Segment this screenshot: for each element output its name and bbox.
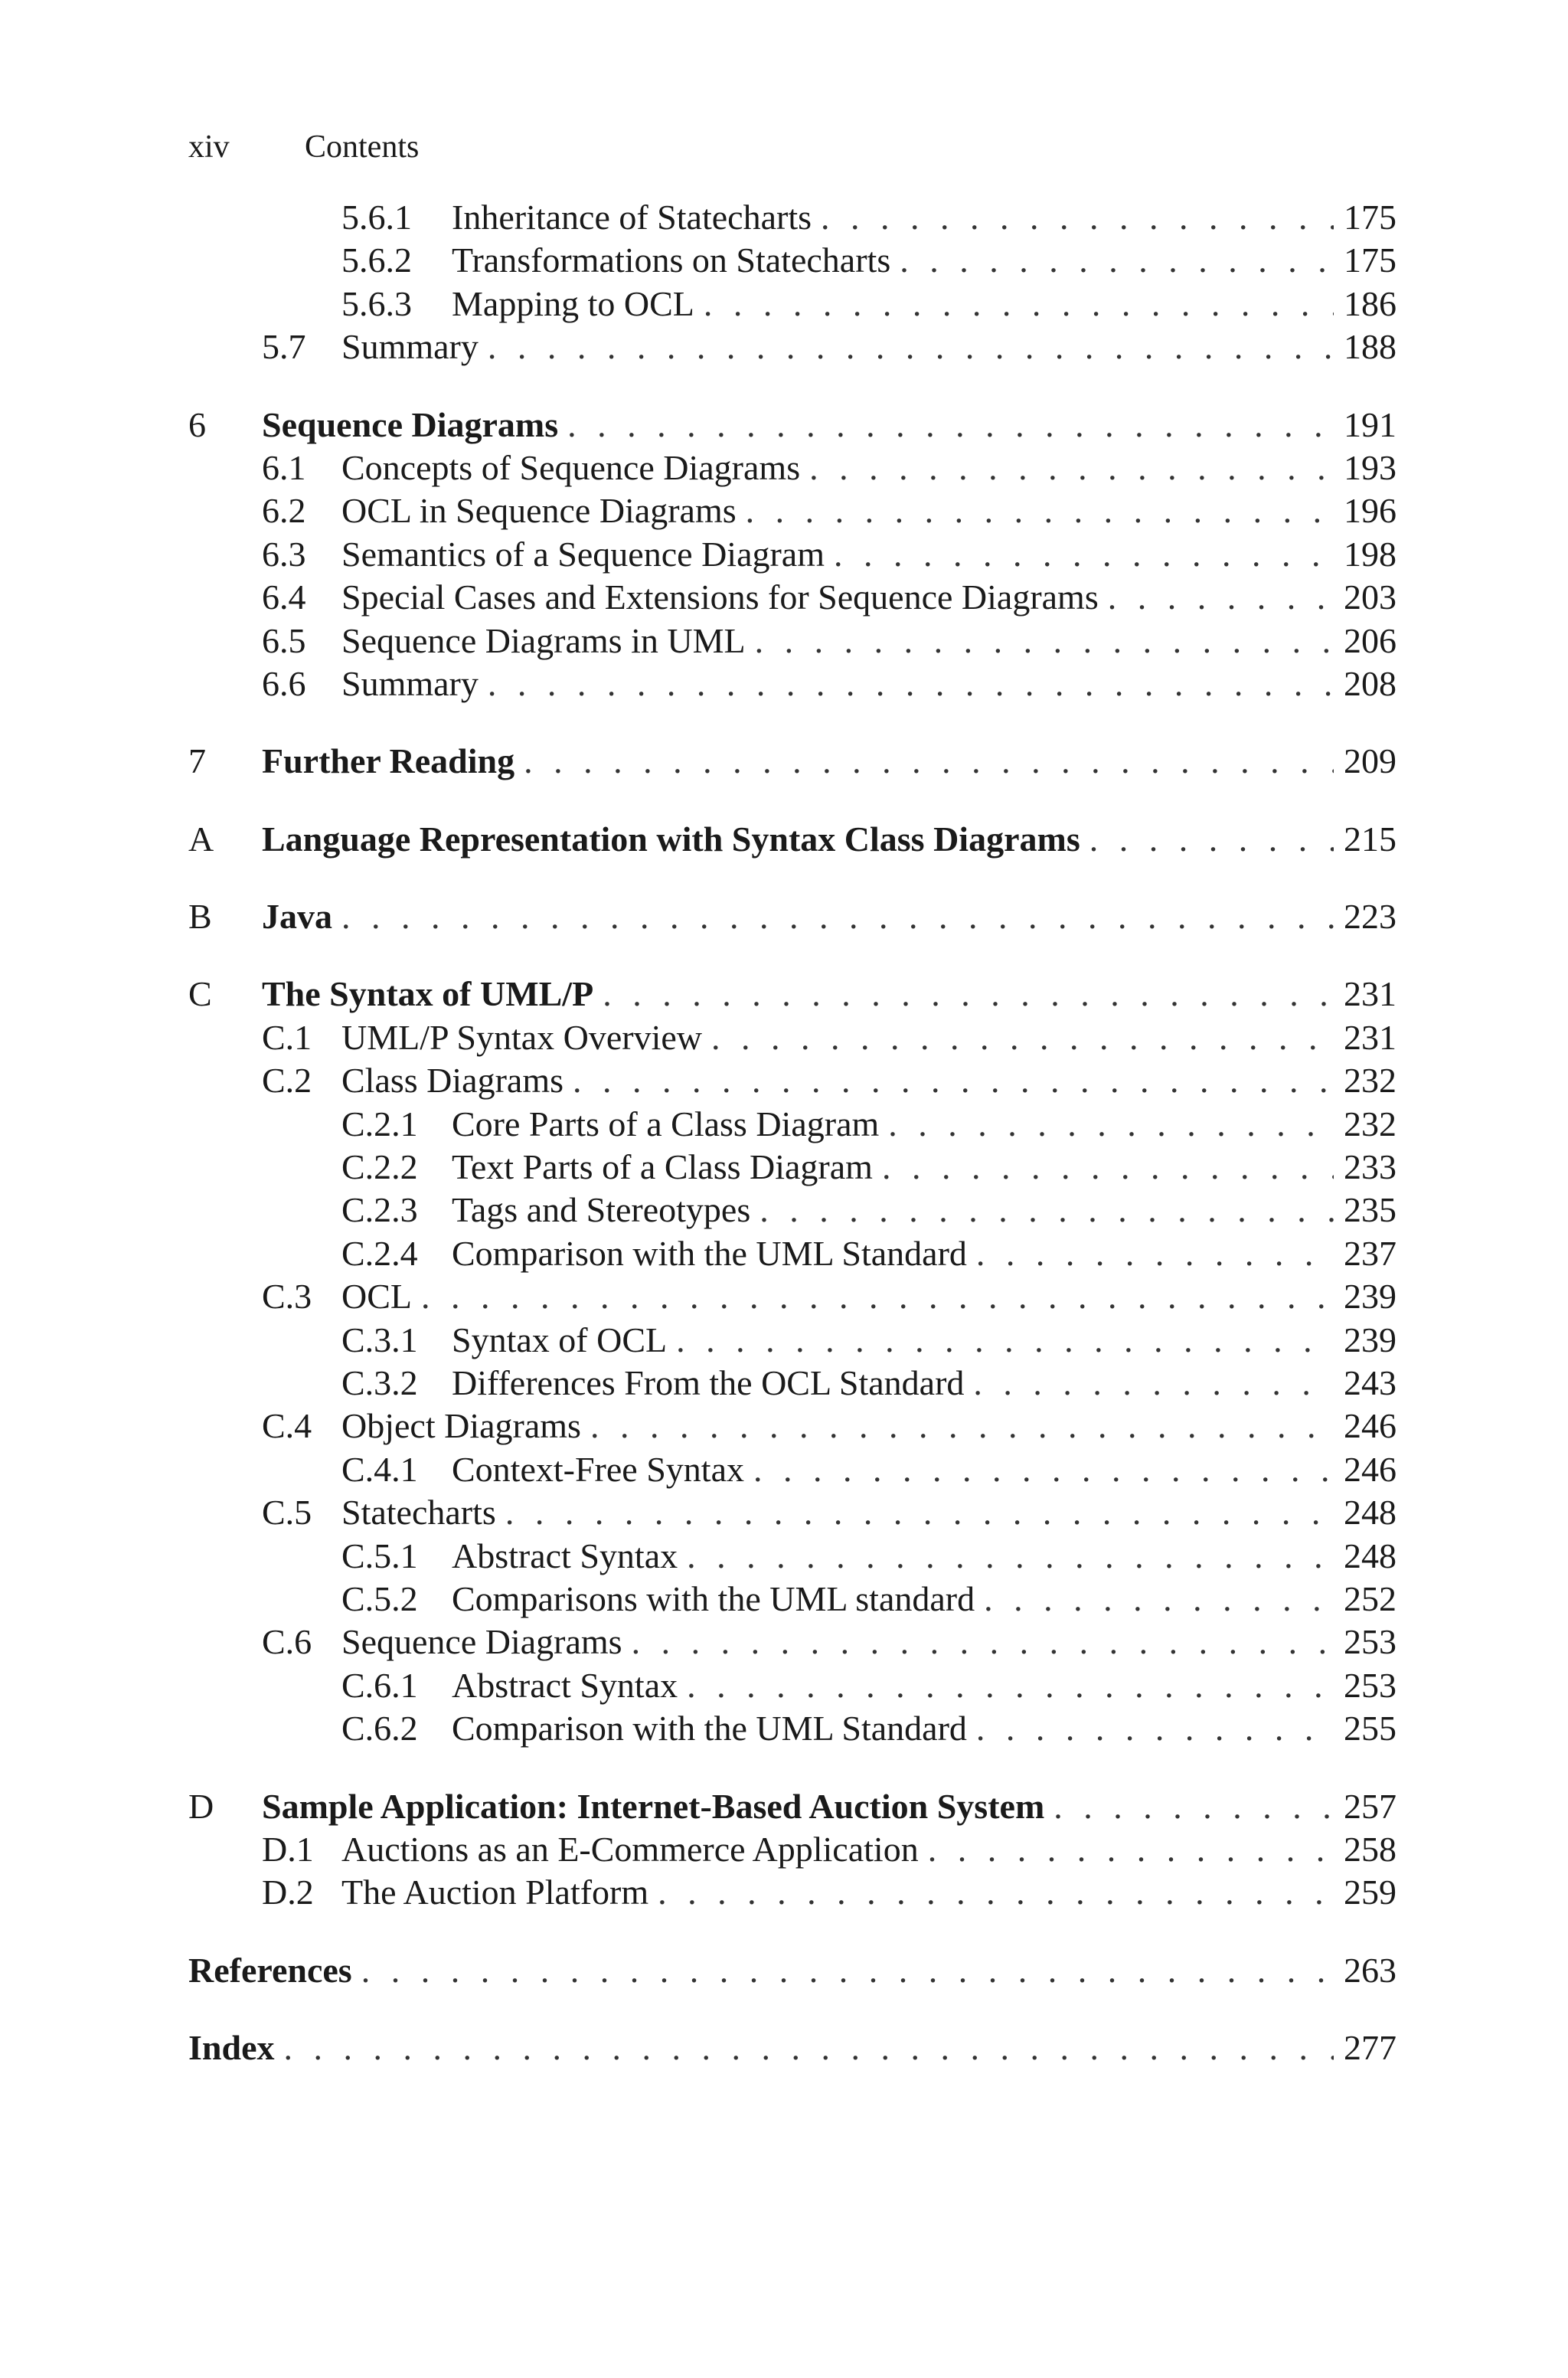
toc-entry-page: 208 (1344, 663, 1396, 703)
toc-entry (188, 1535, 1396, 1578)
toc-entry-page: 175 (1344, 198, 1396, 237)
toc-entry-number: C.2 (262, 1061, 312, 1101)
toc-entry (188, 1578, 1396, 1621)
toc-entry-page: 257 (1344, 1786, 1396, 1826)
header-page-number: xiv (188, 129, 230, 165)
dot-leader (658, 1871, 1334, 1914)
toc-entry (188, 1949, 1396, 1992)
toc-entry-number: C.4 (262, 1406, 312, 1446)
toc-entry-number: C.3.2 (341, 1362, 418, 1402)
toc-entry (188, 662, 1396, 705)
toc-entry-title: The Syntax of UML/P (262, 974, 594, 1014)
toc-entry-number: 5.6.3 (341, 283, 412, 323)
dot-leader (573, 1059, 1334, 1102)
toc-entry (188, 1664, 1396, 1707)
toc-entry-page: 223 (1344, 897, 1396, 937)
toc-entry (188, 1405, 1396, 1447)
toc-entry (188, 1232, 1396, 1275)
dot-leader (361, 1949, 1334, 1992)
toc-entry-title: Language Representation with Syntax Class Diagrams (262, 819, 1080, 859)
toc-entry-title: Differences From the OCL Standard (452, 1362, 965, 1402)
toc-entry-page: 231 (1344, 1017, 1396, 1057)
dot-leader (505, 1491, 1334, 1534)
toc-entry-title: Semantics of a Sequence Diagram (341, 534, 825, 574)
toc-entry-number: 7 (188, 741, 206, 781)
dot-leader (1054, 1785, 1334, 1828)
dot-leader (632, 1621, 1334, 1663)
dot-leader (984, 1578, 1334, 1621)
toc-entry-page: 259 (1344, 1873, 1396, 1912)
toc-entry-number: 6.2 (262, 491, 306, 531)
toc-entry (188, 818, 1396, 861)
toc-entry (188, 1828, 1396, 1871)
toc-entry-page: 188 (1344, 327, 1396, 367)
toc-entry-number: 6.3 (262, 534, 306, 574)
toc-entry-page: 206 (1344, 620, 1396, 660)
toc-entry (188, 1362, 1396, 1405)
toc-entry (188, 1707, 1396, 1750)
toc-entry-title: Concepts of Sequence Diagrams (341, 447, 801, 487)
toc-entry-number: D.2 (262, 1873, 314, 1912)
toc-entry-title: Java (262, 897, 332, 937)
toc-entry-title: References (188, 1950, 352, 1990)
dot-leader (567, 404, 1334, 446)
toc-entry (188, 1319, 1396, 1362)
toc-entry (188, 489, 1396, 532)
toc-entry-title: Abstract Syntax (452, 1665, 678, 1705)
toc-entry-title: Index (188, 2028, 275, 2068)
toc-entry-number: C.2.2 (341, 1147, 418, 1187)
toc-entry-title: Sample Application: Internet-Based Auction System (262, 1786, 1045, 1826)
dot-leader (976, 1707, 1334, 1750)
toc-entry-number: 6.1 (262, 447, 306, 487)
toc-entry (188, 1621, 1396, 1663)
dot-leader (488, 325, 1334, 368)
dot-leader (711, 1016, 1334, 1059)
toc-entry-title: UML/P Syntax Overview (341, 1017, 703, 1057)
toc-entry (188, 620, 1396, 662)
toc-entry-number: C.6.1 (341, 1665, 418, 1705)
toc-entry-page: 198 (1344, 534, 1396, 574)
dot-leader (900, 239, 1334, 282)
toc-entry-page: 196 (1344, 491, 1396, 531)
table-of-contents (188, 196, 1396, 2069)
toc-entry-title: Core Parts of a Class Diagram (452, 1104, 880, 1143)
toc-entry-title: Mapping to OCL (452, 283, 694, 323)
dot-leader (421, 1275, 1334, 1318)
toc-entry-title: Context-Free Syntax (452, 1449, 744, 1489)
toc-entry-page: 239 (1344, 1320, 1396, 1359)
toc-entry-page: 193 (1344, 447, 1396, 487)
toc-entry (188, 740, 1396, 783)
toc-entry-page: 235 (1344, 1190, 1396, 1230)
toc-entry-number: C.3 (262, 1277, 312, 1317)
toc-entry (188, 325, 1396, 368)
toc-entry-page: 243 (1344, 1362, 1396, 1402)
toc-entry-number: C.3.1 (341, 1320, 418, 1359)
dot-leader (760, 1189, 1334, 1232)
toc-entry-number: C.4.1 (341, 1449, 418, 1489)
toc-entry (188, 1016, 1396, 1059)
toc-entry-title: Summary (341, 327, 479, 367)
toc-entry-number: A (188, 819, 214, 859)
toc-entry-title: Class Diagrams (341, 1061, 564, 1101)
toc-entry-page: 246 (1344, 1406, 1396, 1446)
toc-entry-title: Statecharts (341, 1493, 496, 1532)
toc-entry-number: C.6 (262, 1622, 312, 1662)
toc-entry-title: Syntax of OCL (452, 1320, 668, 1359)
toc-entry-title: Sequence Diagrams in UML (341, 620, 746, 660)
toc-entry-number: C.5.1 (341, 1536, 418, 1575)
dot-leader (755, 620, 1334, 662)
toc-entry-page: 175 (1344, 240, 1396, 280)
toc-entry-title: Special Cases and Extensions for Sequence Diagrams (341, 577, 1099, 617)
toc-entry-number: 5.6.1 (341, 198, 412, 237)
dot-leader (809, 446, 1334, 489)
toc-entry-page: 232 (1344, 1061, 1396, 1101)
toc-entry (188, 446, 1396, 489)
dot-leader (834, 533, 1334, 576)
toc-entry-number: 5.6.2 (341, 240, 412, 280)
toc-entry-page: 232 (1344, 1104, 1396, 1143)
dot-leader (888, 1103, 1334, 1146)
dot-leader (676, 1319, 1334, 1362)
toc-entry-number: 6 (188, 404, 206, 444)
dot-leader (973, 1362, 1334, 1405)
toc-entry-page: 191 (1344, 404, 1396, 444)
toc-entry-page: 246 (1344, 1449, 1396, 1489)
toc-entry-page: 263 (1344, 1950, 1396, 1990)
toc-entry-page: 253 (1344, 1665, 1396, 1705)
toc-entry (188, 533, 1396, 576)
dot-leader (488, 662, 1334, 705)
toc-entry (188, 1189, 1396, 1232)
toc-entry-page: 253 (1344, 1622, 1396, 1662)
toc-entry-page: 248 (1344, 1536, 1396, 1575)
toc-entry (188, 404, 1396, 446)
toc-entry-title: OCL (341, 1277, 412, 1317)
toc-entry-title: Text Parts of a Class Diagram (452, 1147, 873, 1187)
toc-entry-page: 209 (1344, 741, 1396, 781)
dot-leader (283, 2026, 1334, 2069)
toc-entry-title: Object Diagrams (341, 1406, 581, 1446)
dot-leader (704, 283, 1334, 325)
dot-leader (753, 1448, 1334, 1491)
toc-entry-page: 248 (1344, 1493, 1396, 1532)
toc-entry-title: Sequence Diagrams (262, 404, 559, 444)
dot-leader (746, 489, 1334, 532)
toc-entry (188, 895, 1396, 938)
dot-leader (821, 196, 1334, 239)
toc-entry-page: 233 (1344, 1147, 1396, 1187)
running-header (188, 129, 419, 165)
toc-entry-number: C.6.2 (341, 1709, 418, 1748)
toc-entry-title: Summary (341, 663, 479, 703)
toc-entry-number: B (188, 897, 212, 937)
toc-entry (188, 576, 1396, 619)
dot-leader (590, 1405, 1334, 1447)
toc-entry-title: Further Reading (262, 741, 515, 781)
toc-entry (188, 239, 1396, 282)
header-title: Contents (305, 129, 420, 165)
toc-entry-number: 5.7 (262, 327, 306, 367)
toc-entry-number: C.2.4 (341, 1233, 418, 1273)
toc-entry-number: C.5 (262, 1493, 312, 1532)
toc-entry-title: Comparison with the UML Standard (452, 1709, 967, 1748)
dot-leader (976, 1232, 1334, 1275)
toc-entry-page: 258 (1344, 1829, 1396, 1869)
toc-entry-title: Auctions as an E-Commerce Application (341, 1829, 919, 1869)
toc-entry-number: D.1 (262, 1829, 314, 1869)
toc-entry (188, 283, 1396, 325)
toc-entry-title: OCL in Sequence Diagrams (341, 491, 737, 531)
toc-entry-page: 203 (1344, 577, 1396, 617)
toc-entry-title: Abstract Syntax (452, 1536, 678, 1575)
toc-entry-title: Tags and Stereotypes (452, 1190, 751, 1230)
toc-entry (188, 1146, 1396, 1189)
dot-leader (1108, 576, 1334, 619)
toc-entry-number: 6.5 (262, 620, 306, 660)
toc-entry-page: 277 (1344, 2028, 1396, 2068)
toc-entry-number: 6.4 (262, 577, 306, 617)
dot-leader (1089, 818, 1334, 861)
toc-entry-number: C (188, 974, 212, 1014)
toc-entry-page: 186 (1344, 283, 1396, 323)
toc-entry-number: C.5.2 (341, 1578, 418, 1618)
dot-leader (928, 1828, 1334, 1871)
dot-leader (687, 1535, 1334, 1578)
toc-entry (188, 1103, 1396, 1146)
toc-entry-title: Comparisons with the UML standard (452, 1578, 975, 1618)
toc-entry (188, 1448, 1396, 1491)
dot-leader (603, 973, 1334, 1016)
toc-entry (188, 973, 1396, 1016)
toc-entry-page: 215 (1344, 819, 1396, 859)
toc-entry (188, 1059, 1396, 1102)
toc-entry-page: 231 (1344, 974, 1396, 1014)
toc-entry-page: 239 (1344, 1277, 1396, 1317)
toc-entry-title: Transformations on Statecharts (452, 240, 891, 280)
toc-entry-title: Comparison with the UML Standard (452, 1233, 967, 1273)
toc-entry (188, 2026, 1396, 2069)
toc-entry (188, 196, 1396, 239)
toc-entry (188, 1871, 1396, 1914)
toc-entry-number: C.2.1 (341, 1104, 418, 1143)
dot-leader (687, 1664, 1334, 1707)
toc-entry-number: C.2.3 (341, 1190, 418, 1230)
toc-entry-page: 237 (1344, 1233, 1396, 1273)
toc-entry (188, 1491, 1396, 1534)
toc-entry-number: 6.6 (262, 663, 306, 703)
dot-leader (882, 1146, 1334, 1189)
dot-leader (341, 895, 1334, 938)
toc-entry-title: Inheritance of Statecharts (452, 198, 812, 237)
toc-entry-title: The Auction Platform (341, 1873, 649, 1912)
toc-entry-number: D (188, 1786, 214, 1826)
dot-leader (524, 740, 1334, 783)
toc-entry-page: 252 (1344, 1578, 1396, 1618)
toc-entry-page: 255 (1344, 1709, 1396, 1748)
toc-entry-number: C.1 (262, 1017, 312, 1057)
toc-entry (188, 1785, 1396, 1828)
toc-entry (188, 1275, 1396, 1318)
toc-entry-title: Sequence Diagrams (341, 1622, 622, 1662)
